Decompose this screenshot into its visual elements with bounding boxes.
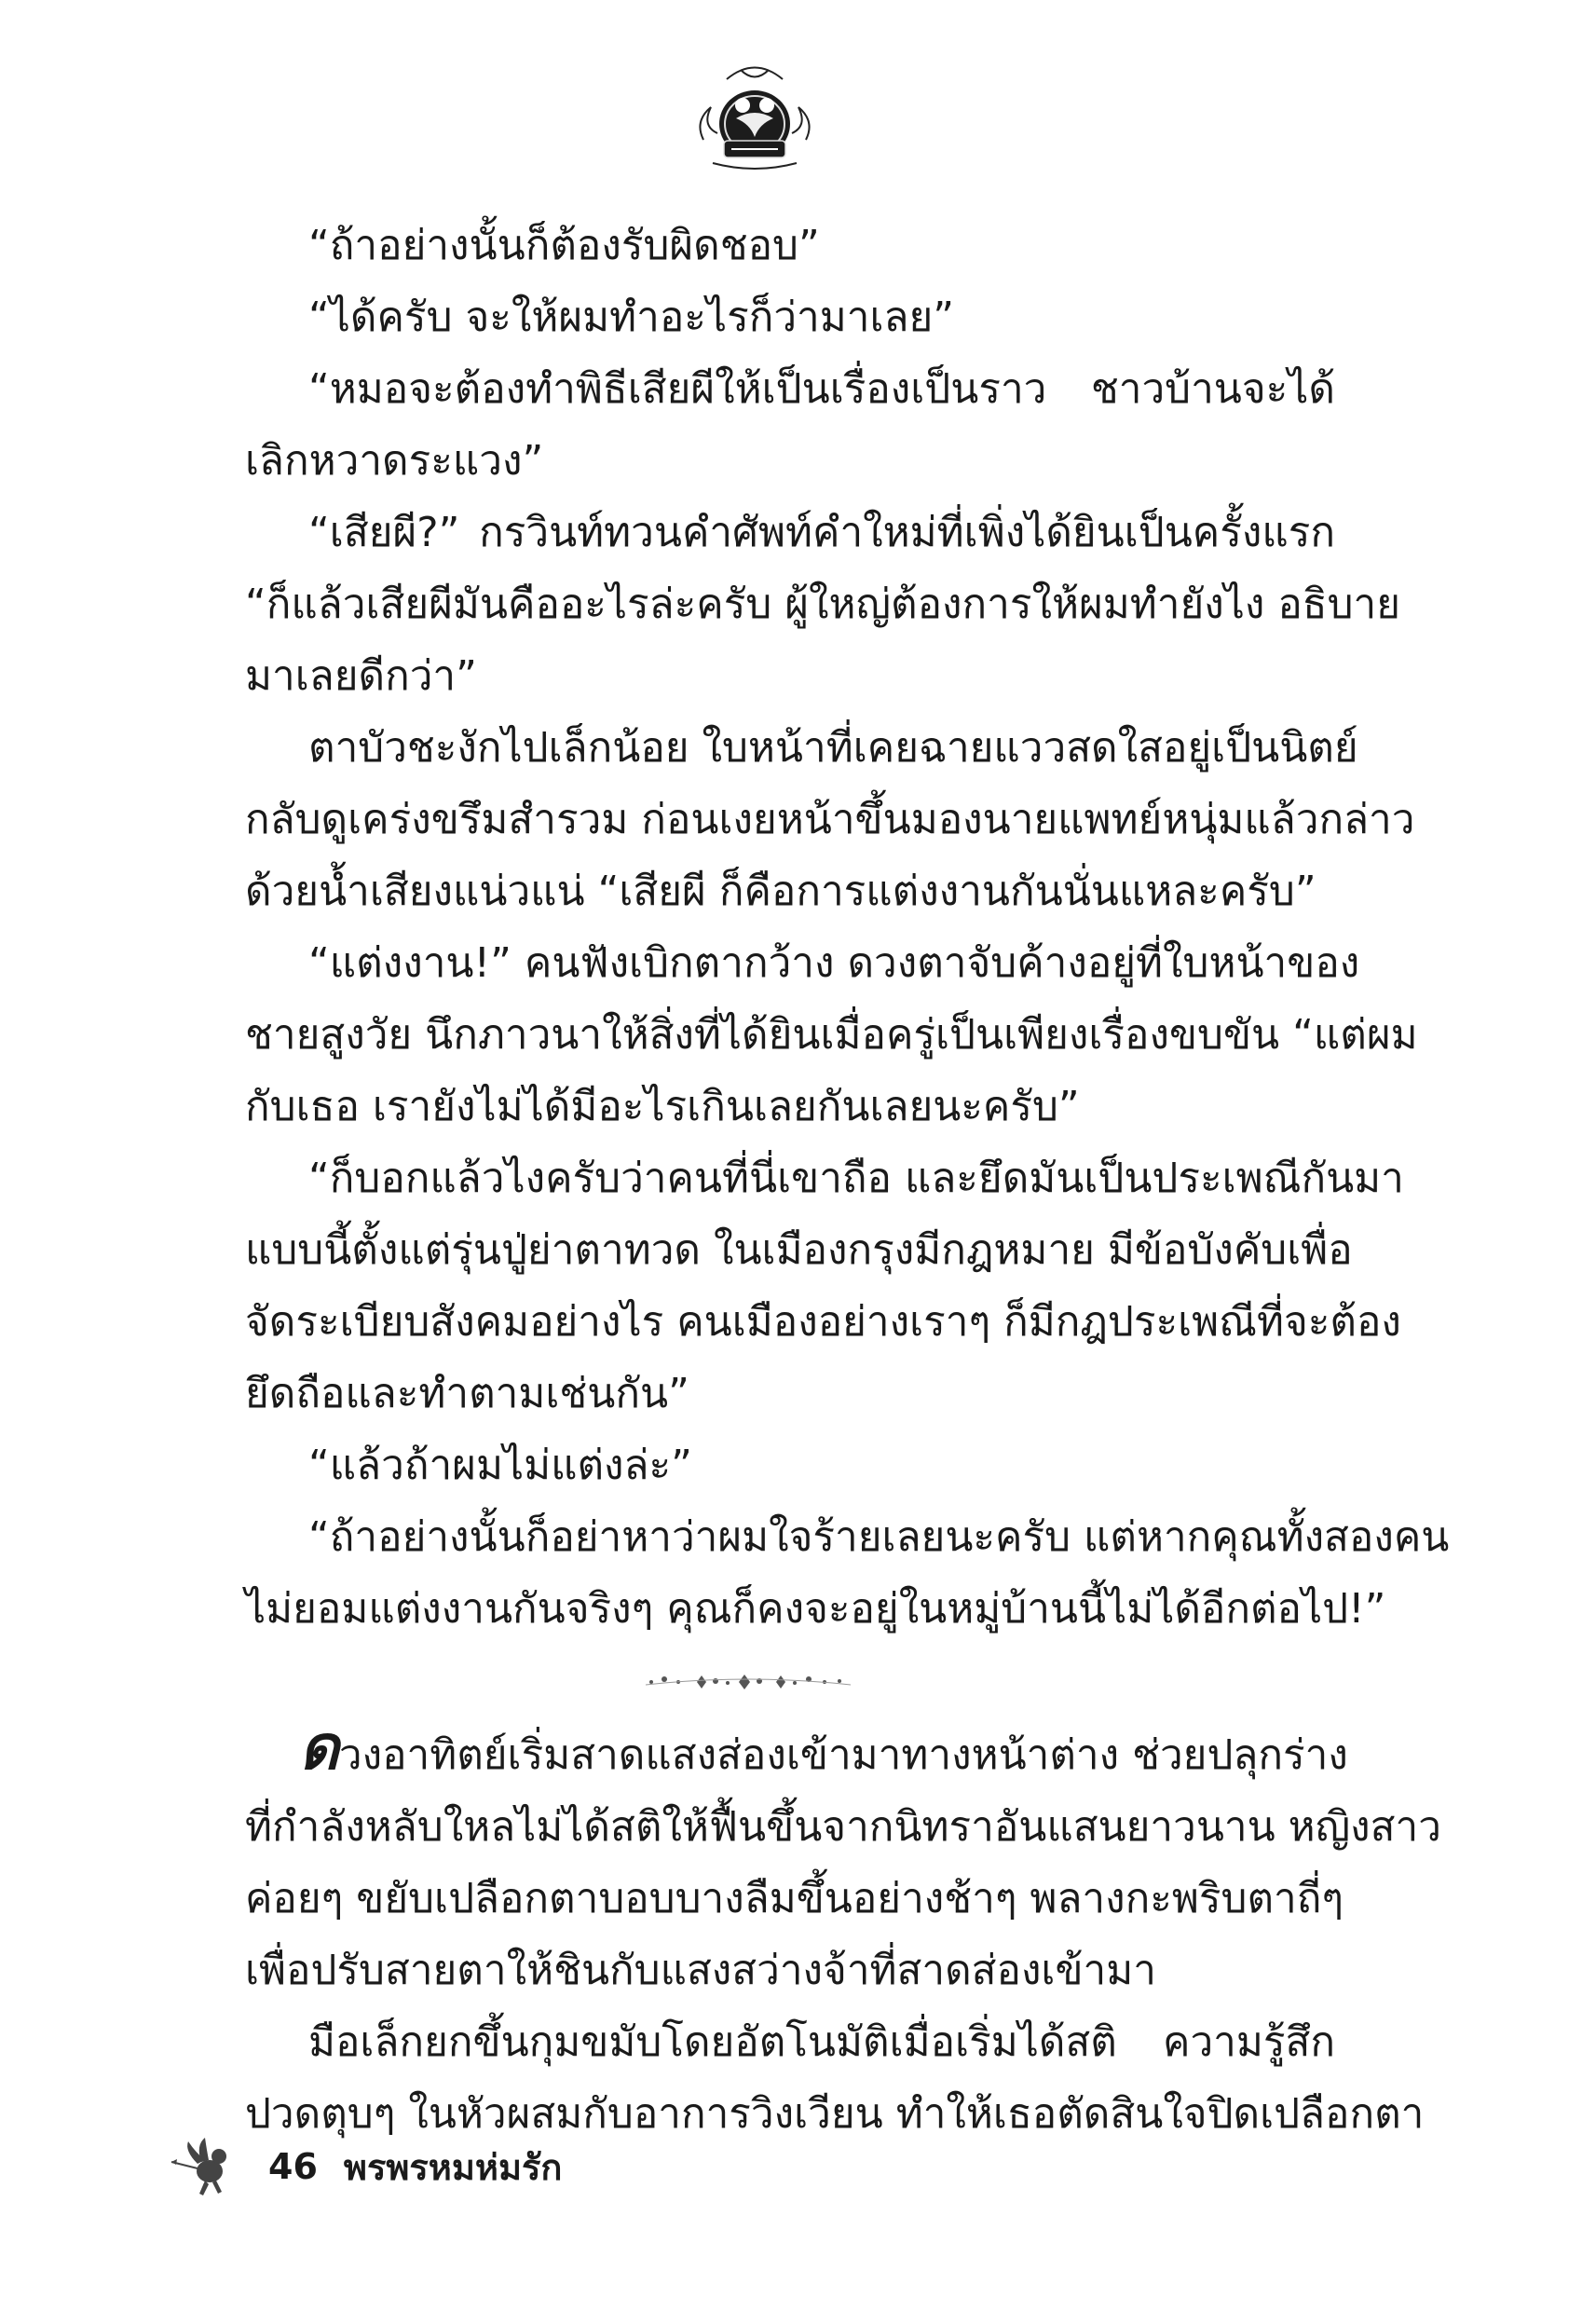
page-footer — [168, 2125, 562, 2208]
text-line: ด้วยน้ำเสียงแน่วแน่ “เสียผี ก็คือการแต่งงานกันนั่นแหละครับ” — [245, 868, 1316, 915]
main-text — [245, 210, 1450, 2150]
text-line: ยึดถือและทำตามเช่นกัน” — [245, 1370, 689, 1417]
text-line: ปวดตุบๆ ในหัวผสมกับอาการวิงเวียน ทำให้เธอตัดสินใจปิดเปลือกตา — [245, 2090, 1425, 2138]
drop-cap-letter: ด — [299, 1712, 339, 1784]
page-number: 46 — [268, 2146, 318, 2187]
text-line: มือเล็กยกขึ้นกุมขมับโดยอัตโนมัติเมื่อเริ่มได้สติ ความรู้สึก — [308, 2018, 1335, 2066]
text-line: มาเลยดีกว่า” — [245, 652, 477, 700]
text-line: เลิกหวาดระแวง” — [245, 437, 544, 485]
text-line: กับเธอ เรายังไม่ได้มีอะไรเกินเลยกันเลยนะครับ” — [245, 1083, 1080, 1130]
publisher-logo-icon — [685, 51, 825, 177]
text-line: “ได้ครับ จะให้ผมทำอะไรก็ว่ามาเลย” — [308, 294, 955, 341]
text-line: “แล้วถ้าผมไม่แต่งล่ะ” — [308, 1442, 692, 1489]
cupid-icon — [168, 2134, 242, 2199]
text-line: “ถ้าอย่างนั้นก็ต้องรับผิดชอบ” — [308, 222, 820, 269]
text-line: “แต่งงาน!” คนฟังเบิกตากว้าง ดวงตาจับค้างอยู่ที่ใบหน้าของ — [308, 939, 1360, 987]
text-line: ค่อยๆ ขยับเปลือกตาบอบบางลืมขึ้นอย่างช้าๆ พลางกะพริบตาถี่ๆ — [245, 1875, 1344, 1922]
text-line: แบบนี้ตั้งแต่รุ่นปู่ย่าตาทวด ในเมืองกรุงมีกฎหมาย มีข้อบังคับเพื่อ — [245, 1226, 1353, 1274]
text-line: “หมอจะต้องทำพิธีเสียผีให้เป็นเรื่องเป็นราว ชาวบ้านจะได้ — [308, 365, 1335, 413]
flower-divider-icon — [646, 1668, 851, 1696]
text-line: เพื่อปรับสายตาให้ชินกับแสงสว่างจ้าที่สาดส่องเข้ามา — [245, 1947, 1156, 1994]
text-line: “ถ้าอย่างนั้นก็อย่าหาว่าผมใจร้ายเลยนะครับ แต่หากคุณทั้งสองคน — [308, 1513, 1450, 1561]
text-line: “ก็บอกแล้วไงครับว่าคนที่นี่เขาถือ และยึดมันเป็นประเพณีกันมา — [308, 1155, 1404, 1202]
text-line: ตาบัวชะงักไปเล็กน้อย ใบหน้าที่เคยฉายแววสดใสอยู่เป็นนิตย์ — [308, 724, 1358, 772]
drop-cap-line — [245, 1712, 1348, 1791]
text-line: จัดระเบียบสังคมอย่างไร คนเมืองอย่างเราๆ ก็มีกฎประเพณีที่จะต้อง — [245, 1298, 1401, 1346]
text-line: วงอาทิตย์เริ่มสาดแสงส่องเข้ามาทางหน้าต่าง ช่วยปลุกร่าง — [338, 1731, 1348, 1779]
text-line: ชายสูงวัย นึกภาวนาให้สิ่งที่ได้ยินเมื่อครู่เป็นเพียงเรื่องขบขัน “แต่ผม — [245, 1011, 1418, 1059]
text-line: กลับดูเคร่งขรึมสำรวม ก่อนเงยหน้าขึ้นมองนายแพทย์หนุ่มแล้วกล่าว — [245, 796, 1415, 843]
text-line: ไม่ยอมแต่งงานกันจริงๆ คุณก็คงจะอยู่ในหมู่บ้านนี้ไม่ได้อีกต่อไป!” — [245, 1585, 1386, 1633]
book-title: พรพรหมห่มรัก — [343, 2146, 563, 2188]
text-line: “เสียผี?” กรวินท์ทวนคำศัพท์คำใหม่ที่เพิ่งได้ยินเป็นครั้งแรก — [308, 509, 1335, 556]
text-line: “ก็แล้วเสียผีมันคืออะไรล่ะครับ ผู้ใหญ่ต้องการให้ผมทำยังไง อธิบาย — [245, 581, 1401, 628]
section-divider — [245, 1645, 1335, 1719]
text-line: ที่กำลังหลับใหลไม่ได้สติให้ฟื้นขึ้นจากนิทราอันแสนยาวนาน หญิงสาว — [245, 1803, 1441, 1851]
